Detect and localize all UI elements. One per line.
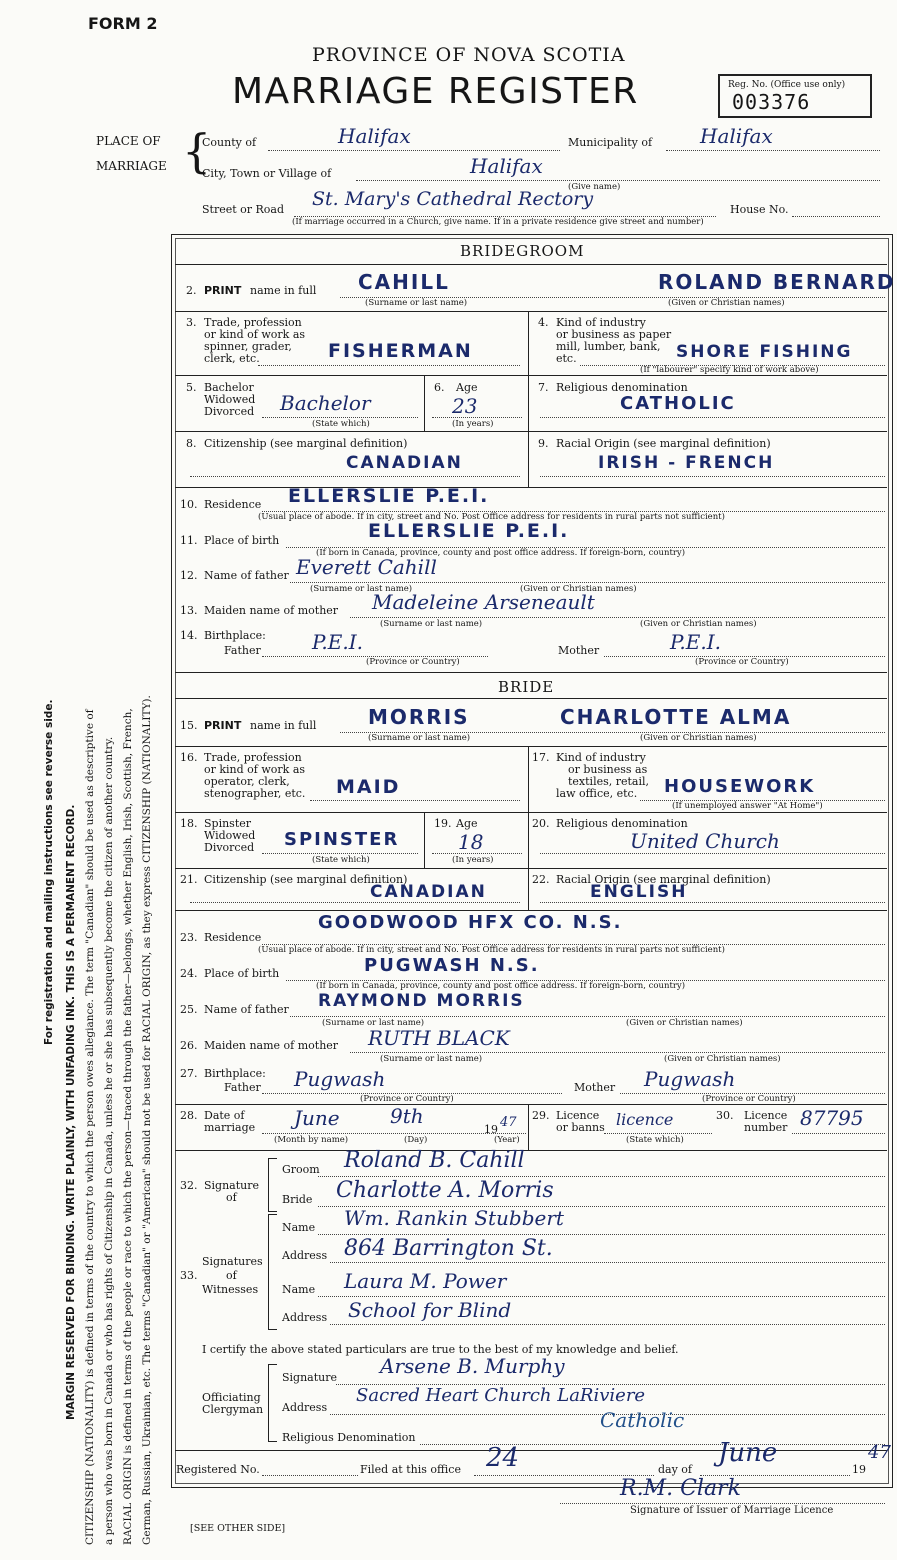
house-label: House No. xyxy=(730,203,789,216)
b-mother-note-1: (Surname or last name) xyxy=(380,1054,483,1064)
clergy-religion: Catholic xyxy=(600,1408,685,1432)
b-bp-father-label: Father xyxy=(224,1081,261,1094)
bridegroom-rule xyxy=(175,264,887,265)
b-industry-label-3: textiles, retail, xyxy=(568,775,650,788)
b-industry-note: (If unemployed answer "At Home") xyxy=(672,801,823,811)
rule xyxy=(175,812,887,813)
residence-label: Residence xyxy=(204,498,262,511)
residence-note: (Usual place of abode. If in city, street and No. Post Office address for residents in rural parts not sufficient) xyxy=(258,512,725,522)
year-note: (Year) xyxy=(494,1135,520,1145)
rule xyxy=(528,1104,529,1150)
field-3-num: 3. xyxy=(186,316,197,329)
bp-father-label: Father xyxy=(224,644,261,657)
trade-label-1: Trade, profession xyxy=(204,316,302,329)
rule xyxy=(528,375,529,431)
field-17-num: 17. xyxy=(532,751,550,764)
groom-given-note: (Given or Christian names) xyxy=(668,298,785,308)
officiating-label-1: Officiating xyxy=(202,1391,261,1404)
filed-label: Filed at this office xyxy=(360,1463,461,1476)
widowed-label: Widowed xyxy=(204,393,256,406)
bride-father: RAYMOND MORRIS xyxy=(318,991,525,1011)
municipality-value: Halifax xyxy=(700,124,773,148)
in-years-note: (In years) xyxy=(452,419,494,429)
form-border-inner xyxy=(175,238,889,1484)
licence-number: 87795 xyxy=(800,1106,864,1130)
filed-day: 24 xyxy=(486,1443,520,1473)
b-bp-mother-label: Mother xyxy=(574,1081,616,1094)
city-value: Halifax xyxy=(470,154,543,178)
rule xyxy=(262,417,418,418)
industry-label-3: mill, lumber, bank, xyxy=(556,340,661,353)
b-state-which-note: (State which) xyxy=(312,855,370,865)
rule xyxy=(330,1262,885,1263)
filed-year: 47 xyxy=(868,1442,891,1463)
city-label: City, Town or Village of xyxy=(202,167,332,180)
field-15-label: name in full xyxy=(250,719,317,732)
industry-label-4: etc. xyxy=(556,352,577,365)
bride-surname-note: (Surname or last name) xyxy=(368,733,471,743)
signature-label-2: of xyxy=(226,1191,237,1204)
spinster-label: Spinster xyxy=(204,817,252,830)
rule xyxy=(528,746,529,812)
industry-label-1: Kind of industry xyxy=(556,316,646,329)
rule xyxy=(175,311,887,312)
rule xyxy=(290,582,885,583)
issuer-label: Signature of Issuer of Marriage Licence xyxy=(630,1505,834,1516)
bride-mother: RUTH BLACK xyxy=(368,1026,510,1050)
rule xyxy=(175,1104,887,1105)
state-which-note: (State which) xyxy=(312,419,370,429)
signature-bracket xyxy=(268,1158,277,1212)
certify-text: I certify the above stated particulars are true to the best of my knowledge and belief. xyxy=(202,1343,679,1356)
field-8-num: 8. xyxy=(186,437,197,450)
margin-citizenship-def: CITIZENSHIP (NATIONALITY) is defined in terms of the country to which the person owes allegiance. The term "Canadian" should be used as descriptive of xyxy=(84,709,96,1545)
field-15-print: PRINT xyxy=(204,719,242,732)
rule xyxy=(175,1450,887,1451)
b-industry-label-4: law office, etc. xyxy=(556,787,638,800)
rule xyxy=(424,375,425,431)
birth-note: (If born in Canada, province, county and post office address. If foreign-born, country) xyxy=(316,548,686,558)
field-7-num: 7. xyxy=(538,381,549,394)
field-29-num: 29. xyxy=(532,1109,550,1122)
lic-state-which-note: (State which) xyxy=(626,1135,684,1145)
field-2-label: name in full xyxy=(250,284,317,297)
street-value: St. Mary's Cathedral Rectory xyxy=(312,188,594,210)
form-number: FORM 2 xyxy=(88,14,158,33)
father-label: Name of father xyxy=(204,569,289,582)
field-27-num: 27. xyxy=(180,1067,198,1080)
b-residence-label: Residence xyxy=(204,931,262,944)
day-note: (Day) xyxy=(404,1135,428,1145)
street-label: Street or Road xyxy=(202,203,285,216)
field-6-num: 6. xyxy=(434,381,445,394)
witness-bracket xyxy=(268,1214,277,1330)
bp-mother-label: Mother xyxy=(558,644,600,657)
groom-age: 23 xyxy=(452,394,478,418)
officiating-bracket xyxy=(268,1364,277,1442)
rule xyxy=(190,902,520,903)
field-24-num: 24. xyxy=(180,967,198,980)
b-prov-note-1: (Province or Country) xyxy=(360,1094,454,1104)
b-residence-note: (Usual place of abode. If in city, street and No. Post Office address for residents in rural parts not sufficient) xyxy=(258,945,725,955)
page-title: MARRIAGE REGISTER xyxy=(232,71,639,112)
off-addr-label: Address xyxy=(282,1401,328,1414)
field-28-num: 28. xyxy=(180,1109,198,1122)
off-sig-label: Signature xyxy=(282,1371,338,1384)
witness-1-address: 864 Barrington St. xyxy=(344,1236,553,1261)
bride-religion: United Church xyxy=(630,829,780,853)
b-trade-label-4: stenographer, etc. xyxy=(204,787,306,800)
street-note: (If marriage occurred in a Church, give name. If in a private residence give street and number) xyxy=(292,217,704,227)
b-industry-label-2: or business as xyxy=(568,763,648,776)
w2-name-label: Name xyxy=(282,1283,316,1296)
rule xyxy=(330,1324,885,1325)
field-16-num: 16. xyxy=(180,751,198,764)
industry-label-2: or business as paper xyxy=(556,328,672,341)
bride-industry: HOUSEWORK xyxy=(664,776,816,797)
rule xyxy=(258,365,520,366)
bride-age: 18 xyxy=(458,830,484,854)
field-30-num: 30. xyxy=(716,1109,734,1122)
filed-year-prefix: 19 xyxy=(852,1463,866,1476)
field-2-print: PRINT xyxy=(204,284,242,297)
witness-label-3: Witnesses xyxy=(202,1283,259,1296)
issuer-signature: R.M. Clark xyxy=(620,1476,741,1501)
bridegroom-heading: BRIDEGROOM xyxy=(460,242,585,260)
month-note: (Month by name) xyxy=(274,1135,349,1145)
bride-surname: MORRIS xyxy=(368,705,470,729)
witness-label-2: of xyxy=(226,1269,237,1282)
groom-industry: SHORE FISHING xyxy=(676,342,853,362)
b-industry-label-1: Kind of industry xyxy=(556,751,646,764)
race-label: Racial Origin (see marginal definition) xyxy=(556,437,771,450)
rule xyxy=(262,1475,358,1476)
officiating-label-2: Clergyman xyxy=(202,1403,264,1416)
margin-racial-def: RACIAL ORIGIN is defined in terms of the people or race to which the person—traced through the father—belongs, whether English, Irish, Scottish, French, xyxy=(122,708,134,1545)
rule xyxy=(350,1052,885,1053)
rule xyxy=(318,1176,885,1177)
rule xyxy=(175,698,887,699)
rule xyxy=(528,431,529,487)
province-heading: PROVINCE OF NOVA SCOTIA xyxy=(312,44,626,66)
b-religion-label: Religious denomination xyxy=(556,817,688,830)
rule xyxy=(528,812,529,868)
rule xyxy=(528,868,529,910)
filed-month: June xyxy=(718,1438,778,1468)
witness-1-name: Wm. Rankin Stubbert xyxy=(344,1206,564,1230)
b-prov-note-2: (Province or Country) xyxy=(702,1094,796,1104)
field-4-num: 4. xyxy=(538,316,549,329)
field-9-num: 9. xyxy=(538,437,549,450)
birthplace-label: Birthplace: xyxy=(204,629,266,642)
bride-trade: MAID xyxy=(336,776,401,798)
signature-label-1: Signature xyxy=(204,1179,260,1192)
groom-signature: Roland B. Cahill xyxy=(344,1148,525,1173)
w2-address-label: Address xyxy=(282,1311,328,1324)
clergy-signature: Arsene B. Murphy xyxy=(380,1354,565,1378)
groom-bp-father: P.E.I. xyxy=(312,630,363,654)
b-trade-label-3: operator, clerk, xyxy=(204,775,290,788)
b-mother-note-2: (Given or Christian names) xyxy=(664,1054,781,1064)
groom-given: ROLAND BERNARD xyxy=(658,270,896,294)
b-father-label: Name of father xyxy=(204,1003,289,1016)
rule xyxy=(560,1503,885,1504)
b-trade-label-2: or kind of work as xyxy=(204,763,306,776)
b-divorced-label: Divorced xyxy=(204,841,255,854)
licence-label-2: or banns xyxy=(556,1121,605,1134)
mother-note-2: (Given or Christian names) xyxy=(640,619,757,629)
rule xyxy=(175,868,887,869)
rule xyxy=(318,1296,885,1297)
field-13-num: 13. xyxy=(180,604,198,617)
rule xyxy=(528,311,529,375)
bride-status: SPINSTER xyxy=(284,829,400,850)
rule xyxy=(540,902,885,903)
bride-birthplace: PUGWASH N.S. xyxy=(364,955,540,976)
year-prefix: 19 xyxy=(484,1123,498,1136)
field-33-num: 33. xyxy=(180,1269,198,1282)
citizenship-label: Citizenship (see marginal definition) xyxy=(204,437,408,450)
day-of-label: day of xyxy=(658,1463,693,1476)
rule xyxy=(175,487,887,488)
see-other-side: [SEE OTHER SIDE] xyxy=(190,1523,286,1534)
rule xyxy=(290,1016,885,1017)
date-label-2: marriage xyxy=(204,1121,256,1134)
b-mother-label: Maiden name of mother xyxy=(204,1039,339,1052)
field-19-num: 19. xyxy=(434,817,452,830)
b-race-label: Racial Origin (see marginal definition) xyxy=(556,873,771,886)
witness-label-1: Signatures xyxy=(202,1255,263,1268)
field-5-num: 5. xyxy=(186,381,197,394)
industry-note: (If "labourer" specify kind of work above) xyxy=(640,365,819,375)
margin-racial-def-2: German, Russian, Ukrainian, etc. The terms "Canadian" or "American" should not be used for RACIAL ORIGIN, as they express CITIZENSHIP (NATIONALITY). xyxy=(141,695,153,1545)
father-note-1: (Surname or last name) xyxy=(310,584,413,594)
groom-bp-mother: P.E.I. xyxy=(670,630,721,654)
groom-mother: Madeleine Arseneault xyxy=(372,590,595,614)
w1-address-label: Address xyxy=(282,1249,328,1262)
rule xyxy=(175,375,887,376)
rule xyxy=(432,417,522,418)
bride-race: ENGLISH xyxy=(590,882,688,902)
w1-name-label: Name xyxy=(282,1221,316,1234)
marriage-month: June xyxy=(294,1106,340,1130)
municipality-line xyxy=(666,150,880,151)
licence-type: licence xyxy=(616,1110,674,1129)
registered-label: Registered No. xyxy=(176,1463,260,1476)
groom-surname-note: (Surname or last name) xyxy=(365,298,468,308)
field-2-num: 2. xyxy=(186,284,197,297)
place-brace: { xyxy=(182,124,212,178)
witness-2-address: School for Blind xyxy=(348,1298,512,1322)
rule xyxy=(175,746,887,747)
place-label-2: MARRIAGE xyxy=(96,159,167,173)
bachelor-label: Bachelor xyxy=(204,381,254,394)
rule xyxy=(190,476,520,477)
marriage-year: 47 xyxy=(500,1115,517,1130)
margin-instructions: For registration and mailing instructions see reverse side. xyxy=(43,699,55,1045)
bride-heading: BRIDE xyxy=(498,678,555,696)
b-age-label: Age xyxy=(456,817,478,830)
b-birthplace-label: Birthplace: xyxy=(204,1067,266,1080)
rule xyxy=(540,417,885,418)
give-name-note: (Give name) xyxy=(568,182,621,192)
groom-citizenship: CANADIAN xyxy=(346,453,463,473)
b-citizenship-label: Citizenship (see marginal definition) xyxy=(204,873,408,886)
city-line xyxy=(356,180,880,181)
date-label-1: Date of xyxy=(204,1109,245,1122)
groom-residence: ELLERSLIE P.E.I. xyxy=(288,485,490,507)
reg-box xyxy=(718,74,872,118)
bride-sig-label: Bride xyxy=(282,1193,313,1206)
groom-sig-label: Groom xyxy=(282,1163,320,1176)
field-25-num: 25. xyxy=(180,1003,198,1016)
licence-label-1: Licence xyxy=(556,1109,600,1122)
marriage-day: 9th xyxy=(390,1104,424,1128)
margin-citizenship-def-2: a person who was born in Canada or who has rights of Citizenship in Canada, unless he or she has subsequently become the citizen of another country. xyxy=(103,736,115,1545)
bride-residence: GOODWOOD HFX CO. N.S. xyxy=(318,912,623,933)
bride-given-note: (Given or Christian names) xyxy=(640,733,757,743)
divorced-label: Divorced xyxy=(204,405,255,418)
rule xyxy=(310,800,520,801)
prov-note-2: (Province or Country) xyxy=(695,657,789,667)
field-22-num: 22. xyxy=(532,873,550,886)
groom-status: Bachelor xyxy=(280,391,371,415)
municipality-label: Municipality of xyxy=(568,136,653,149)
father-note-2: (Given or Christian names) xyxy=(520,584,637,594)
prov-note-1: (Province or Country) xyxy=(366,657,460,667)
trade-label-4: clerk, etc. xyxy=(204,352,260,365)
field-26-num: 26. xyxy=(180,1039,198,1052)
field-18-num: 18. xyxy=(180,817,198,830)
field-12-num: 12. xyxy=(180,569,198,582)
field-32-num: 32. xyxy=(180,1179,198,1192)
rule xyxy=(540,476,885,477)
groom-race: IRISH - FRENCH xyxy=(598,453,775,473)
field-21-num: 21. xyxy=(180,873,198,886)
age-label: Age xyxy=(456,381,478,394)
field-11-num: 11. xyxy=(180,534,198,547)
religion-label: Religious denomination xyxy=(556,381,688,394)
field-10-num: 10. xyxy=(180,498,198,511)
mother-note-1: (Surname or last name) xyxy=(380,619,483,629)
off-relig-label: Religious Denomination xyxy=(282,1431,416,1444)
b-trade-label-1: Trade, profession xyxy=(204,751,302,764)
rule xyxy=(175,672,887,673)
field-23-num: 23. xyxy=(180,931,198,944)
rule xyxy=(540,853,885,854)
trade-label-3: spinner, grader, xyxy=(204,340,292,353)
rule xyxy=(175,1150,887,1151)
b-father-note-2: (Given or Christian names) xyxy=(626,1018,743,1028)
groom-trade: FISHERMAN xyxy=(328,340,473,362)
county-label: County of xyxy=(202,136,257,149)
groom-birthplace: ELLERSLIE P.E.I. xyxy=(368,520,570,542)
groom-father: Everett Cahill xyxy=(296,555,437,579)
mother-label: Maiden name of mother xyxy=(204,604,339,617)
licence-number-label-1: Licence xyxy=(744,1109,788,1122)
groom-religion: CATHOLIC xyxy=(620,393,736,414)
rule xyxy=(318,1234,885,1235)
margin-warning: MARGIN RESERVED FOR BINDING. WRITE PLAINLY, WITH UNFADING INK. THIS IS A PERMANENT RECORD. xyxy=(65,804,77,1420)
b-birth-note: (If born in Canada, province, county and post office address. If foreign-born, country) xyxy=(316,981,686,991)
licence-number-label-2: number xyxy=(744,1121,788,1134)
field-15-num: 15. xyxy=(180,719,198,732)
b-widowed-label: Widowed xyxy=(204,829,256,842)
county-value: Halifax xyxy=(338,124,411,148)
groom-surname: CAHILL xyxy=(358,270,450,294)
b-birth-label: Place of birth xyxy=(204,967,280,980)
house-line xyxy=(792,216,880,217)
field-20-num: 20. xyxy=(532,817,550,830)
bride-given: CHARLOTTE ALMA xyxy=(560,705,792,729)
witness-2-name: Laura M. Power xyxy=(344,1269,507,1293)
reg-label: Reg. No. (Office use only) xyxy=(728,80,846,90)
place-label-1: PLACE OF xyxy=(96,134,161,148)
bride-citizenship: CANADIAN xyxy=(370,882,487,902)
birth-label: Place of birth xyxy=(204,534,280,547)
b-in-years-note: (In years) xyxy=(452,855,494,865)
rule xyxy=(175,431,887,432)
bride-bp-father: Pugwash xyxy=(294,1067,386,1091)
rule xyxy=(604,1133,712,1134)
rule xyxy=(262,853,418,854)
reg-number: 003376 xyxy=(732,90,811,114)
rule xyxy=(424,812,425,868)
rule xyxy=(792,1133,885,1134)
b-father-note-1: (Surname or last name) xyxy=(322,1018,425,1028)
county-line xyxy=(268,150,560,151)
field-14-num: 14. xyxy=(180,629,198,642)
rule xyxy=(175,910,887,911)
bride-bp-mother: Pugwash xyxy=(644,1067,736,1091)
bride-signature: Charlotte A. Morris xyxy=(336,1178,554,1203)
trade-label-2: or kind of work as xyxy=(204,328,306,341)
rule xyxy=(350,617,885,618)
clergy-address: Sacred Heart Church LaRiviere xyxy=(356,1385,646,1406)
